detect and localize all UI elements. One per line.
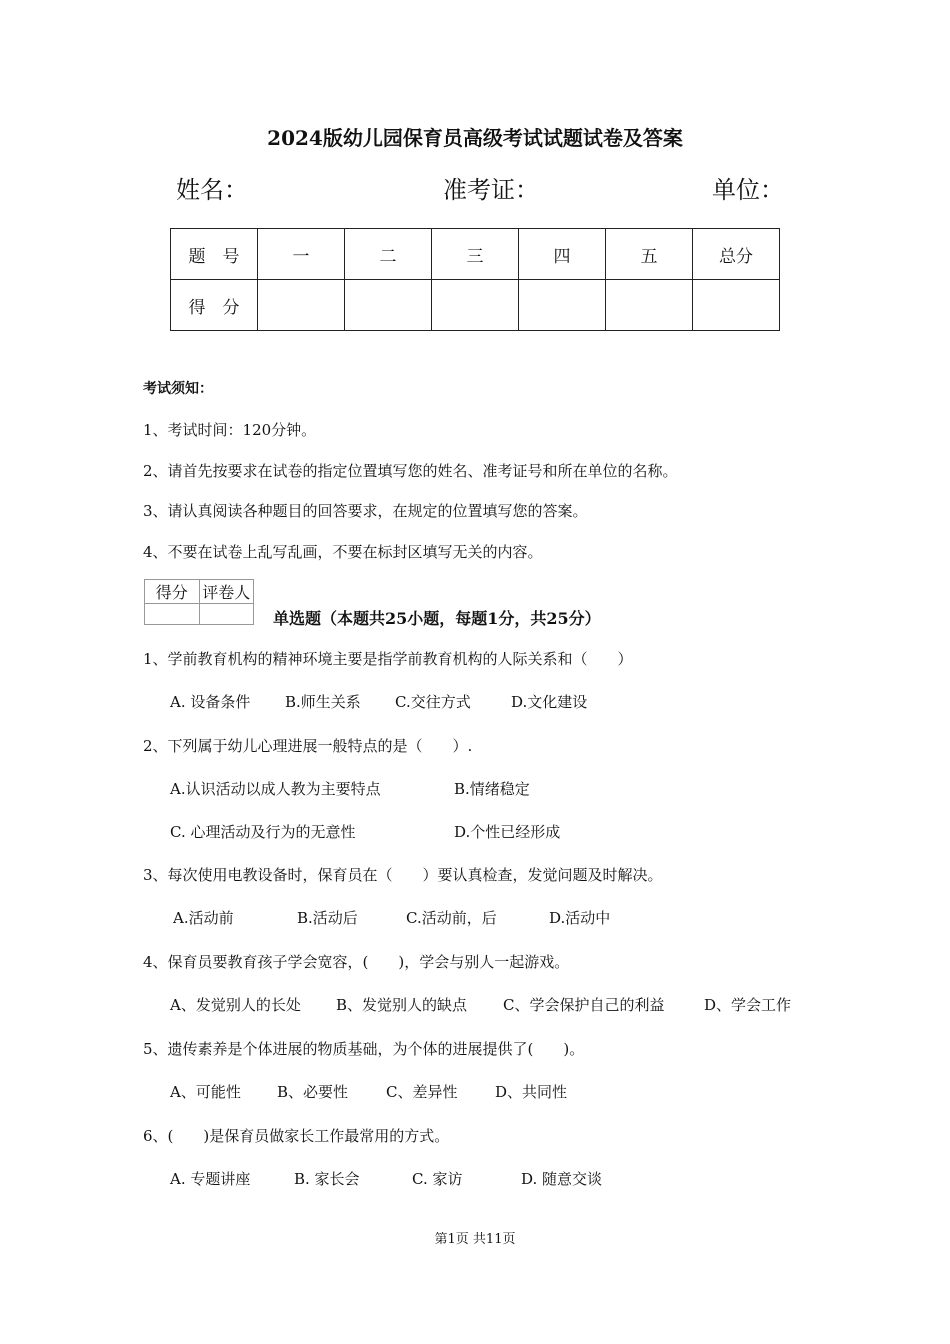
question-option: D.活动中 xyxy=(549,909,611,927)
score-header-cell: 题 号 xyxy=(171,229,258,280)
question-option: B. 家长会 xyxy=(294,1170,360,1188)
question-option: A. 专题讲座 xyxy=(170,1170,251,1188)
page-title: 2024版幼儿园保育员高级考试试题试卷及答案 xyxy=(267,126,683,150)
question-option: D.文化建设 xyxy=(511,693,588,711)
question-stem: 5、遗传素养是个体进展的物质基础，为个体的进展提供了( )。 xyxy=(143,1040,585,1058)
score-header-cell: 三 xyxy=(432,229,519,280)
question-stem: 4、保育员要教育孩子学会宽容，( )，学会与别人一起游戏。 xyxy=(143,953,570,971)
score-header-cell: 总分 xyxy=(693,229,780,280)
question-stem: 3、每次使用电教设备时，保育员在（ ）要认真检查，发觉问题及时解决。 xyxy=(143,866,663,884)
question-stem: 6、( )是保育员做家长工作最常用的方式。 xyxy=(143,1127,450,1145)
grader-score-label: 得分 xyxy=(145,580,200,604)
question-option: C、差异性 xyxy=(386,1083,458,1101)
question-option: C.活动前，后 xyxy=(406,909,497,927)
notice-item: 2、请首先按要求在试卷的指定位置填写您的姓名、准考证号和所在单位的名称。 xyxy=(143,462,678,480)
notice-title: 考试须知： xyxy=(143,381,213,397)
score-header-cell: 四 xyxy=(519,229,606,280)
score-header-cell: 五 xyxy=(606,229,693,280)
score-cell xyxy=(519,280,606,331)
score-cell xyxy=(693,280,780,331)
score-table xyxy=(170,228,780,331)
grader-reviewer-cell xyxy=(199,604,254,625)
unit-field-label: 单位： xyxy=(712,176,784,204)
question-option: B、必要性 xyxy=(277,1083,349,1101)
notice-item: 1、考试时间：120分钟。 xyxy=(143,421,317,439)
notice-item: 4、不要在试卷上乱写乱画，不要在标封区填写无关的内容。 xyxy=(143,543,543,561)
question-option: D、共同性 xyxy=(495,1083,568,1101)
score-header-cell: 一 xyxy=(258,229,345,280)
question-option: C.交往方式 xyxy=(395,693,471,711)
score-table-score-row xyxy=(171,280,780,331)
question-option: A、发觉别人的长处 xyxy=(170,996,301,1014)
question-option: C. 家访 xyxy=(412,1170,463,1188)
grader-box xyxy=(144,579,254,625)
score-row-label: 得 分 xyxy=(171,280,258,331)
grader-reviewer-label: 评卷人 xyxy=(199,580,254,604)
score-cell xyxy=(606,280,693,331)
question-option: C. 心理活动及行为的无意性 xyxy=(170,823,356,841)
question-option: A.活动前 xyxy=(173,909,234,927)
exam-number-field-label: 准考证： xyxy=(443,176,539,204)
question-option: B.情绪稳定 xyxy=(454,780,530,798)
question-stem: 2、下列属于幼儿心理进展一般特点的是（ ）. xyxy=(143,737,473,755)
question-option: A、可能性 xyxy=(170,1083,241,1101)
score-cell xyxy=(432,280,519,331)
notice-item: 3、请认真阅读各种题目的回答要求，在规定的位置填写您的答案。 xyxy=(143,502,588,520)
question-option: A.认识活动以成人教为主要特点 xyxy=(170,780,381,798)
score-header-cell: 二 xyxy=(345,229,432,280)
score-table-header-row xyxy=(171,229,780,280)
grader-score-cell xyxy=(145,604,200,625)
question-option: D、学会工作 xyxy=(704,996,792,1014)
page-number: 第1页 共11页 xyxy=(434,1232,516,1247)
question-option: A. 设备条件 xyxy=(170,693,251,711)
question-option: C、学会保护自己的利益 xyxy=(503,996,665,1014)
section-title: 单选题（本题共25小题，每题1分，共25分） xyxy=(273,609,601,628)
question-option: B、发觉别人的缺点 xyxy=(336,996,468,1014)
score-cell xyxy=(345,280,432,331)
question-option: B.活动后 xyxy=(297,909,358,927)
question-stem: 1、学前教育机构的精神环境主要是指学前教育机构的人际关系和（ ） xyxy=(143,650,633,668)
question-option: D. 随意交谈 xyxy=(521,1170,603,1188)
question-option: B.师生关系 xyxy=(285,693,361,711)
name-field-label: 姓名： xyxy=(176,176,248,204)
question-option: D.个性已经形成 xyxy=(454,823,561,841)
score-cell xyxy=(258,280,345,331)
